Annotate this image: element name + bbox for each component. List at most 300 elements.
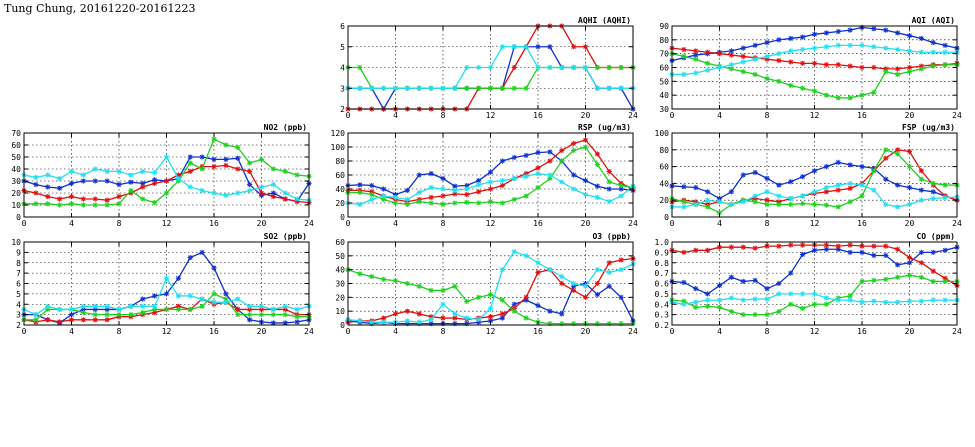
data-point-red bbox=[464, 192, 469, 197]
data-point-green bbox=[476, 200, 481, 205]
data-point-red bbox=[848, 64, 853, 69]
data-point-green bbox=[295, 172, 300, 177]
data-point-blue bbox=[824, 164, 829, 169]
data-point-blue bbox=[535, 44, 540, 49]
y-tick-label: 100 bbox=[330, 143, 345, 152]
data-point-red bbox=[836, 244, 841, 249]
data-point-cyan bbox=[381, 86, 386, 91]
data-point-red bbox=[788, 59, 793, 64]
data-point-red bbox=[488, 314, 493, 319]
data-point-green bbox=[776, 79, 781, 84]
data-point-blue bbox=[535, 303, 540, 308]
data-point-blue bbox=[176, 276, 181, 281]
data-point-red bbox=[693, 248, 698, 253]
data-point-green bbox=[883, 277, 888, 282]
data-point-green bbox=[705, 204, 710, 209]
data-point-cyan bbox=[943, 50, 948, 55]
data-point-green bbox=[369, 274, 374, 279]
data-point-cyan bbox=[907, 299, 912, 304]
data-point-cyan bbox=[429, 317, 434, 322]
data-point-green bbox=[824, 302, 829, 307]
data-point-cyan bbox=[717, 298, 722, 303]
data-point-green bbox=[788, 83, 793, 88]
data-point-green bbox=[476, 295, 481, 300]
data-point-cyan bbox=[235, 190, 240, 195]
data-point-green bbox=[247, 160, 252, 165]
data-point-cyan bbox=[271, 307, 276, 312]
y-tick-label: 70 bbox=[659, 49, 669, 59]
y-tick-label: 40 bbox=[659, 91, 669, 101]
data-point-blue bbox=[800, 174, 805, 179]
data-point-cyan bbox=[116, 307, 121, 312]
data-point-green bbox=[871, 90, 876, 95]
x-tick-label: 24 bbox=[304, 327, 314, 336]
data-point-red bbox=[705, 248, 710, 253]
data-point-blue bbox=[488, 170, 493, 175]
x-tick-label: 12 bbox=[809, 111, 820, 120]
data-point-blue bbox=[429, 171, 434, 176]
data-point-blue bbox=[57, 186, 62, 191]
data-point-blue bbox=[895, 262, 900, 267]
data-point-blue bbox=[859, 164, 864, 169]
data-point-green bbox=[524, 86, 529, 91]
data-point-red bbox=[607, 169, 612, 174]
data-point-cyan bbox=[595, 195, 600, 200]
data-point-blue bbox=[417, 172, 422, 177]
data-point-cyan bbox=[859, 300, 864, 305]
data-point-green bbox=[393, 278, 398, 283]
data-point-cyan bbox=[883, 202, 888, 207]
data-point-green bbox=[919, 66, 924, 71]
data-point-green bbox=[943, 279, 948, 284]
data-point-green bbox=[681, 199, 686, 204]
y-tick-label: 90 bbox=[659, 22, 669, 31]
data-point-green bbox=[619, 65, 624, 70]
data-point-cyan bbox=[176, 176, 181, 181]
data-point-cyan bbox=[295, 196, 300, 201]
data-point-cyan bbox=[369, 86, 374, 91]
data-point-red bbox=[907, 255, 912, 260]
y-tick-label: 60 bbox=[659, 162, 669, 172]
data-point-red bbox=[81, 317, 86, 322]
chart-co bbox=[655, 232, 962, 336]
data-point-cyan bbox=[800, 291, 805, 296]
data-point-blue bbox=[776, 182, 781, 187]
data-point-red bbox=[140, 184, 145, 189]
x-tick-label: 0 bbox=[21, 219, 27, 228]
data-point-cyan bbox=[247, 304, 252, 309]
data-point-cyan bbox=[547, 65, 552, 70]
data-point-cyan bbox=[764, 189, 769, 194]
data-point-cyan bbox=[788, 291, 793, 296]
data-point-blue bbox=[764, 40, 769, 45]
data-point-cyan bbox=[405, 86, 410, 91]
data-point-cyan bbox=[164, 154, 169, 159]
data-point-green bbox=[283, 169, 288, 174]
data-point-cyan bbox=[907, 48, 912, 53]
y-tick-label: 30 bbox=[11, 177, 21, 186]
y-tick-label: 2 bbox=[16, 321, 21, 330]
data-point-red bbox=[393, 311, 398, 316]
x-tick-label: 16 bbox=[533, 327, 543, 336]
data-point-green bbox=[535, 185, 540, 190]
data-point-cyan bbox=[45, 172, 50, 177]
data-point-cyan bbox=[128, 172, 133, 177]
data-point-green bbox=[464, 299, 469, 304]
data-point-cyan bbox=[140, 304, 145, 309]
x-tick-label: 20 bbox=[580, 327, 591, 336]
x-tick-label: 8 bbox=[764, 219, 770, 228]
data-point-red bbox=[788, 243, 793, 248]
x-tick-label: 12 bbox=[161, 219, 172, 228]
data-point-red bbox=[717, 51, 722, 56]
data-point-cyan bbox=[369, 197, 374, 202]
data-point-green bbox=[907, 164, 912, 169]
data-point-red bbox=[571, 141, 576, 146]
y-tick-label: 20 bbox=[659, 196, 669, 206]
data-point-blue bbox=[440, 176, 445, 181]
data-point-cyan bbox=[512, 249, 517, 254]
chart-fsp bbox=[655, 123, 962, 228]
y-tick-label: 2 bbox=[340, 105, 345, 114]
y-tick-label: 30 bbox=[659, 105, 669, 114]
data-point-blue bbox=[595, 292, 600, 297]
y-tick-label: 120 bbox=[330, 129, 345, 138]
x-tick-label: 4 bbox=[69, 219, 74, 228]
data-point-green bbox=[69, 201, 74, 206]
data-point-green bbox=[105, 202, 110, 207]
data-point-cyan bbox=[931, 298, 936, 303]
data-point-green bbox=[895, 72, 900, 77]
x-tick-label: 0 bbox=[21, 327, 27, 336]
data-point-red bbox=[705, 50, 710, 55]
data-point-blue bbox=[919, 250, 924, 255]
data-point-blue bbox=[741, 172, 746, 177]
data-point-cyan bbox=[524, 253, 529, 258]
data-point-red bbox=[895, 247, 900, 252]
data-point-red bbox=[883, 156, 888, 161]
data-point-cyan bbox=[681, 302, 686, 307]
data-point-cyan bbox=[283, 304, 288, 309]
x-tick-label: 16 bbox=[209, 327, 219, 336]
data-point-green bbox=[812, 302, 817, 307]
data-point-green bbox=[776, 309, 781, 314]
data-point-green bbox=[45, 201, 50, 206]
data-point-green bbox=[681, 54, 686, 59]
data-point-green bbox=[512, 309, 517, 314]
data-point-blue bbox=[859, 250, 864, 255]
data-point-blue bbox=[788, 179, 793, 184]
x-tick-label: 0 bbox=[669, 111, 675, 120]
data-point-blue bbox=[69, 181, 74, 186]
data-point-green bbox=[500, 200, 505, 205]
data-point-red bbox=[559, 148, 564, 153]
data-point-red bbox=[871, 65, 876, 70]
chart-title: AQI (AQI) bbox=[911, 16, 955, 25]
data-point-blue bbox=[812, 32, 817, 37]
data-point-cyan bbox=[824, 44, 829, 49]
data-point-blue bbox=[247, 182, 252, 187]
data-point-cyan bbox=[128, 304, 133, 309]
data-point-blue bbox=[812, 248, 817, 253]
data-point-cyan bbox=[571, 65, 576, 70]
data-point-green bbox=[871, 168, 876, 173]
data-point-green bbox=[595, 65, 600, 70]
x-tick-label: 12 bbox=[485, 219, 496, 228]
data-point-red bbox=[247, 169, 252, 174]
data-point-cyan bbox=[116, 169, 121, 174]
data-point-red bbox=[535, 270, 540, 275]
y-tick-label: 20 bbox=[335, 293, 345, 303]
data-point-blue bbox=[812, 168, 817, 173]
x-tick-label: 24 bbox=[628, 327, 638, 336]
data-point-cyan bbox=[607, 199, 612, 204]
data-point-cyan bbox=[188, 184, 193, 189]
y-tick-label: 0 bbox=[16, 213, 21, 222]
data-point-red bbox=[45, 194, 50, 199]
data-point-cyan bbox=[741, 298, 746, 303]
data-point-cyan bbox=[357, 202, 362, 207]
y-tick-label: 50 bbox=[335, 251, 345, 261]
data-point-red bbox=[607, 260, 612, 265]
y-tick-label: 20 bbox=[335, 199, 345, 208]
data-point-cyan bbox=[488, 65, 493, 70]
data-point-green bbox=[776, 202, 781, 207]
data-point-blue bbox=[607, 186, 612, 191]
data-point-cyan bbox=[681, 204, 686, 209]
data-point-cyan bbox=[836, 298, 841, 303]
data-point-green bbox=[571, 148, 576, 153]
data-point-blue bbox=[140, 296, 145, 301]
data-point-red bbox=[571, 288, 576, 293]
data-point-red bbox=[440, 193, 445, 198]
data-point-red bbox=[223, 163, 228, 168]
data-point-cyan bbox=[535, 171, 540, 176]
data-point-green bbox=[81, 202, 86, 207]
data-point-blue bbox=[128, 180, 133, 185]
data-point-green bbox=[800, 306, 805, 311]
data-point-green bbox=[524, 315, 529, 320]
data-point-cyan bbox=[164, 276, 169, 281]
data-point-red bbox=[836, 62, 841, 67]
data-point-green bbox=[200, 304, 205, 309]
data-point-cyan bbox=[200, 188, 205, 193]
data-point-cyan bbox=[547, 267, 552, 272]
data-point-cyan bbox=[235, 296, 240, 301]
data-point-cyan bbox=[919, 299, 924, 304]
x-tick-label: 24 bbox=[952, 327, 962, 336]
data-point-cyan bbox=[931, 50, 936, 55]
data-point-red bbox=[848, 243, 853, 248]
data-point-green bbox=[211, 136, 216, 141]
data-point-blue bbox=[824, 30, 829, 35]
data-point-red bbox=[105, 317, 110, 322]
x-tick-label: 16 bbox=[857, 219, 867, 228]
data-point-cyan bbox=[476, 182, 481, 187]
data-point-cyan bbox=[283, 190, 288, 195]
data-point-green bbox=[128, 312, 133, 317]
y-tick-label: 0.2 bbox=[654, 321, 669, 330]
chart-title: SO2 (ppb) bbox=[263, 232, 307, 241]
data-point-cyan bbox=[788, 196, 793, 201]
data-point-green bbox=[176, 307, 181, 312]
data-point-cyan bbox=[429, 86, 434, 91]
data-point-cyan bbox=[559, 65, 564, 70]
data-point-cyan bbox=[440, 86, 445, 91]
data-point-cyan bbox=[776, 193, 781, 198]
data-point-cyan bbox=[500, 178, 505, 183]
y-tick-label: 70 bbox=[11, 129, 21, 138]
chart-no2 bbox=[11, 123, 314, 228]
data-point-green bbox=[440, 202, 445, 207]
data-point-cyan bbox=[417, 320, 422, 325]
x-tick-label: 16 bbox=[857, 111, 867, 120]
data-point-blue bbox=[223, 157, 228, 162]
data-point-blue bbox=[357, 182, 362, 187]
data-point-blue bbox=[595, 184, 600, 189]
data-point-blue bbox=[848, 162, 853, 167]
data-point-blue bbox=[871, 253, 876, 258]
data-point-red bbox=[93, 317, 98, 322]
x-tick-label: 8 bbox=[764, 111, 770, 120]
data-point-green bbox=[764, 312, 769, 317]
data-point-red bbox=[105, 198, 110, 203]
data-point-blue bbox=[693, 286, 698, 291]
x-tick-label: 0 bbox=[345, 219, 351, 228]
data-point-cyan bbox=[836, 43, 841, 48]
data-point-blue bbox=[788, 36, 793, 41]
y-tick-label: 7 bbox=[16, 269, 21, 279]
y-tick-label: 1.0 bbox=[654, 238, 669, 247]
data-point-cyan bbox=[33, 175, 38, 180]
data-point-blue bbox=[500, 158, 505, 163]
data-point-red bbox=[429, 195, 434, 200]
chart-title: CO (ppm) bbox=[916, 232, 955, 241]
data-point-cyan bbox=[788, 48, 793, 53]
data-point-cyan bbox=[693, 202, 698, 207]
data-point-green bbox=[381, 277, 386, 282]
data-point-red bbox=[753, 246, 758, 251]
data-point-blue bbox=[943, 248, 948, 253]
data-point-red bbox=[164, 178, 169, 183]
data-point-cyan bbox=[776, 51, 781, 56]
x-tick-label: 8 bbox=[116, 219, 122, 228]
data-point-green bbox=[81, 310, 86, 315]
data-point-cyan bbox=[800, 193, 805, 198]
data-point-cyan bbox=[559, 274, 564, 279]
y-tick-label: 60 bbox=[11, 141, 21, 150]
data-point-green bbox=[788, 302, 793, 307]
data-point-green bbox=[393, 200, 398, 205]
data-point-cyan bbox=[619, 267, 624, 272]
data-point-green bbox=[764, 76, 769, 81]
data-point-green bbox=[488, 199, 493, 204]
data-point-green bbox=[235, 312, 240, 317]
data-point-green bbox=[116, 201, 121, 206]
data-point-green bbox=[429, 200, 434, 205]
x-tick-label: 24 bbox=[952, 111, 962, 120]
data-point-cyan bbox=[559, 179, 564, 184]
data-point-blue bbox=[717, 283, 722, 288]
data-point-blue bbox=[681, 280, 686, 285]
data-point-green bbox=[93, 312, 98, 317]
data-point-cyan bbox=[943, 298, 948, 303]
y-tick-label: 3 bbox=[340, 84, 345, 94]
data-point-blue bbox=[788, 271, 793, 276]
data-point-cyan bbox=[919, 50, 924, 55]
data-point-blue bbox=[211, 157, 216, 162]
data-point-green bbox=[500, 86, 505, 91]
data-point-green bbox=[488, 292, 493, 297]
data-point-blue bbox=[705, 291, 710, 296]
x-tick-label: 4 bbox=[393, 219, 398, 228]
y-tick-label: 50 bbox=[11, 153, 21, 162]
data-point-blue bbox=[883, 28, 888, 33]
data-point-green bbox=[33, 201, 38, 206]
data-point-red bbox=[800, 243, 805, 248]
chart-aqhi bbox=[340, 16, 638, 120]
data-point-red bbox=[559, 281, 564, 286]
data-point-cyan bbox=[381, 193, 386, 198]
data-point-green bbox=[764, 202, 769, 207]
data-point-cyan bbox=[883, 46, 888, 51]
data-point-green bbox=[559, 158, 564, 163]
data-point-green bbox=[369, 192, 374, 197]
data-point-blue bbox=[571, 172, 576, 177]
data-point-red bbox=[57, 196, 62, 201]
y-tick-label: 100 bbox=[654, 129, 669, 138]
data-point-red bbox=[619, 257, 624, 262]
y-tick-label: 0.4 bbox=[654, 300, 669, 310]
y-tick-label: 3 bbox=[16, 310, 21, 320]
x-tick-label: 20 bbox=[580, 111, 591, 120]
data-point-green bbox=[859, 279, 864, 284]
data-point-cyan bbox=[512, 176, 517, 181]
data-point-green bbox=[164, 190, 169, 195]
data-point-green bbox=[943, 182, 948, 187]
data-point-green bbox=[931, 181, 936, 186]
x-tick-label: 24 bbox=[628, 219, 638, 228]
data-point-blue bbox=[211, 265, 216, 270]
data-point-green bbox=[247, 312, 252, 317]
data-point-cyan bbox=[476, 317, 481, 322]
data-point-green bbox=[705, 61, 710, 66]
data-point-green bbox=[800, 86, 805, 91]
data-point-blue bbox=[907, 185, 912, 190]
data-point-red bbox=[871, 244, 876, 249]
data-point-cyan bbox=[405, 318, 410, 323]
x-tick-label: 8 bbox=[440, 219, 446, 228]
data-point-cyan bbox=[393, 86, 398, 91]
data-point-blue bbox=[81, 178, 86, 183]
data-point-red bbox=[595, 151, 600, 156]
data-point-blue bbox=[69, 312, 74, 317]
data-point-blue bbox=[800, 252, 805, 257]
data-point-red bbox=[81, 196, 86, 201]
data-point-cyan bbox=[357, 86, 362, 91]
data-point-green bbox=[164, 307, 169, 312]
x-tick-label: 20 bbox=[580, 219, 591, 228]
data-point-cyan bbox=[681, 72, 686, 77]
chart-title: AQHI (AQHI) bbox=[578, 16, 631, 25]
data-point-blue bbox=[200, 154, 205, 159]
data-point-cyan bbox=[33, 312, 38, 317]
data-point-green bbox=[33, 317, 38, 322]
data-point-green bbox=[931, 279, 936, 284]
x-tick-label: 20 bbox=[256, 219, 267, 228]
data-point-cyan bbox=[848, 43, 853, 48]
data-point-cyan bbox=[859, 182, 864, 187]
